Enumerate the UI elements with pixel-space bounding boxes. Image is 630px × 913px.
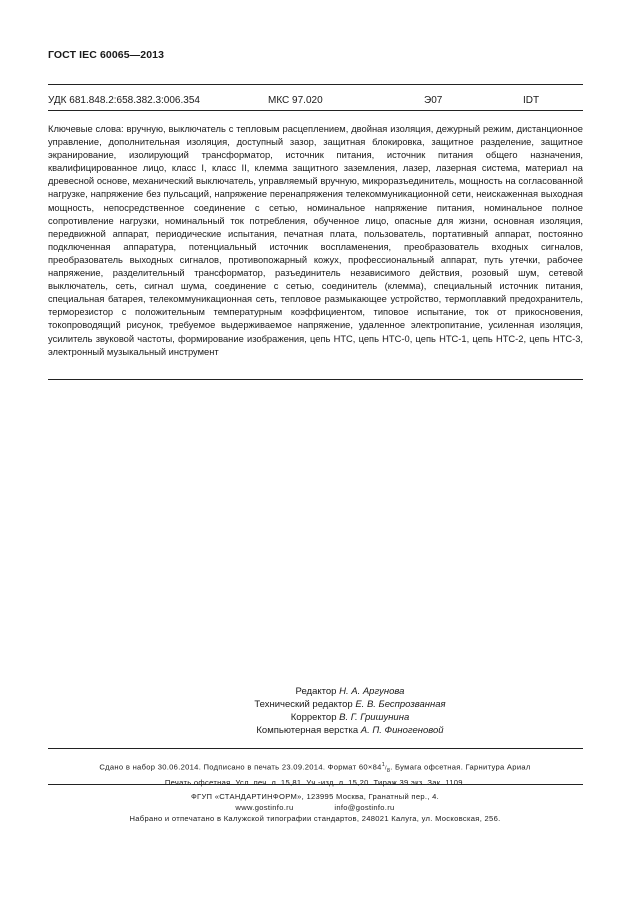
credit-tech-editor: [200, 698, 500, 711]
top-rule: [48, 84, 583, 85]
credit-role: Технический редактор: [254, 699, 353, 710]
credit-name: Е. В. Беспрозванная: [355, 699, 446, 710]
colophon-line-1: Сдано в набор 30.06.2014. Подписано в печать 23.09.2014. Формат $60\times 84^1/_8$. Бумага офсетная. Гарнитура Ариал: [99, 762, 531, 775]
conformity-code: IDT: [523, 95, 540, 106]
publisher-name: ФГУП «СТАНДАРТИНФОРМ», 123995 Москва, Гранатный пер., 4.: [190, 792, 440, 801]
credit-editor: [200, 685, 500, 698]
publisher-website[interactable]: www.gostinfo.ru: [235, 803, 294, 812]
publisher-block: [50, 791, 580, 824]
credit-name: Н. А. Аргунова: [339, 686, 405, 697]
colophon-rule: [48, 748, 583, 749]
meta-rule: [48, 110, 583, 111]
colophon-line-2: Печать офсетная. Усл. печ. л. 15,81. Уч.-изд. л. 15,20. Тираж 39 экз. Зак. 1109.: [164, 778, 466, 788]
printing-house: Набрано и отпечатано в Калужской типографии стандартов, 248021 Калуга, ул. Московская, 256.: [129, 814, 501, 823]
credit-layout: [200, 724, 500, 737]
group-code: Э07: [424, 95, 443, 106]
colophon-text: Сдано в набор 30.06.2014. Подписано в печать 23.09.2014. Формат 60×84: [99, 762, 382, 772]
keywords-paragraph: Ключевые слова: вручную, выключатель с тепловым расцеплением, двойная изоляция, дежурный режим, дистанционное управление, дополнительная изоляция, доступный зазор, защитная блокировка, защитное разделение, защитное экранирование, изолирующий трансформатор, источник питания, источник питания общего назначения, квалифицированное лицо, класс I, класс II, клемма защитного заземления, лазер, лазерная система, материал на древесной основе, механический выключатель, управляемый вручную, микроразъединитель, мощность на согласованной нагрузке, напряжение без пульсаций, напряжение перенапряжения телекоммуникационной сети, неискаженная выходная мощность, непосредственное соединение с сетью, номинальное напряжение питания, номинальное полное сопротивление нагрузки, номинальный ток потребления, обученное лицо, опасные для жизни, основная изоляция, передвижной аппарат, периодические испытания, печатная плата, пользователь, портативный аппарат, постоянно подключенная аппаратура, потенциальный источник воспламенения, преобразователь входных сигналов, преобразователь выходных сигналов, противопожарный кожух, профессиональный аппарат, путь утечки, рабочее напряжение, разделительный трансформатор, разъединитель независимого действия, розовый шум, сетевой выключатель, сеть, сигнал шума, соединение с сетью, соединитель (клемма), специальный источник питания, специальная батарея, телекоммуникационная сеть, тепловое размыкающее устройство, термоплавкий предохранитель, терморезистор с положительным температурным коэффициентом, типовое испытание, ток от прикосновения, токопроводящий рисунок, требуемое выдерживаемое напряжение, удаленное электропитание, усиленная изоляция, усилитель звуковой частоты, формирование изображения, цепь НТС, цепь НТС-0, цепь НТС-1, цепь НТС-2, цепь НТС-3, электронный музыкальный инструмент: [48, 124, 583, 357]
standard-designation: ГОСТ IEC 60065—2013: [48, 49, 165, 61]
credit-role: Компьютерная верстка: [256, 725, 359, 736]
mks-code: МКС 97.020: [268, 95, 323, 106]
publisher-rule: [48, 784, 583, 785]
credit-name: В. Г. Гришунина: [339, 712, 410, 723]
keywords-rule: [48, 379, 583, 380]
publisher-email[interactable]: info@gostinfo.ru: [334, 803, 395, 812]
format-subscript: 8: [386, 768, 391, 775]
format-superscript: 1: [381, 762, 386, 768]
credit-name: А. П. Финогеновой: [360, 725, 444, 736]
credit-corrector: [200, 711, 500, 724]
credits-block: [200, 685, 500, 737]
publisher-contacts: [50, 802, 580, 813]
credit-role: Корректор: [290, 712, 337, 723]
colophon-text-tail: . Бумага офсетная. Гарнитура Ариал: [390, 762, 531, 772]
credit-role: Редактор: [295, 686, 337, 697]
udc-code: УДК 681.848.2:658.382.3:006.354: [48, 95, 200, 106]
